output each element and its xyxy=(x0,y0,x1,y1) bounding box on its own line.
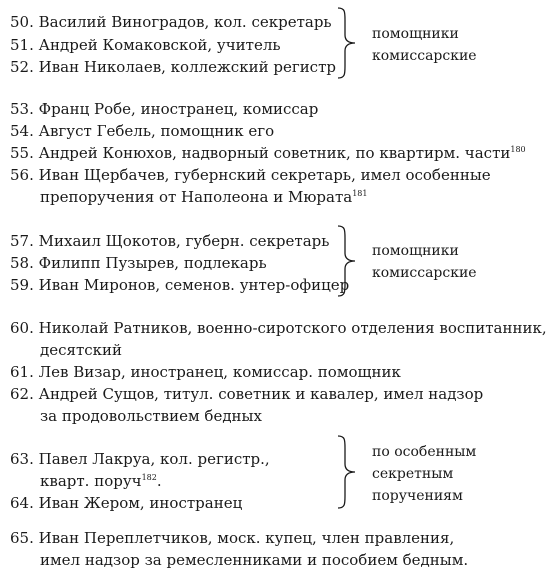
group-note-1-line-2: комиссарские xyxy=(372,48,477,64)
entry-65: 65. Иван Переплетчиков, моск. купец, член правления, xyxy=(10,529,455,547)
footnote-182: 182 xyxy=(141,473,157,482)
entry-57: 57. Михаил Щокотов, губерн. секретарь xyxy=(10,232,330,250)
entry-54: 54. Август Гебель, помощник его xyxy=(10,122,275,140)
entry-50: 50. Василий Виноградов, кол. секретарь xyxy=(10,13,332,31)
entry-61: 61. Лев Визар, иностранец, комиссар. помощник xyxy=(10,363,401,381)
group-note-2-line-2: комиссарские xyxy=(372,265,477,281)
entry-62-continued: за продовольствием бедных xyxy=(40,407,262,425)
entry-62: 62. Андрей Сущов, титул. советник и кавалер, имел надзор xyxy=(10,385,484,403)
footnote-180: 180 xyxy=(510,145,526,154)
entry-63: 63. Павел Лакруа, кол. регистр., xyxy=(10,450,270,468)
group-note-3-line-1: по особенным xyxy=(372,444,477,460)
entry-65-continued: имел надзор за ремесленниками и пособием бедным. xyxy=(40,551,469,569)
entry-56-continued: препоручения от Наполеона и Мюрата$^{181}$ xyxy=(40,188,368,206)
entry-58: 58. Филипп Пузырев, подлекарь xyxy=(10,254,267,272)
group-note-3-line-3: поручениям xyxy=(372,488,463,504)
entry-56: 56. Иван Щербачев, губернский секретарь, имел особенные xyxy=(10,166,491,184)
entry-60: 60. Николай Ратников, военно-сиротского отделения воспитанник, xyxy=(10,319,547,337)
curly-brace-icon xyxy=(335,6,361,80)
entry-53: 53. Франц Робе, иностранец, комиссар xyxy=(10,100,319,118)
footnote-181: 181 xyxy=(352,189,368,198)
group-note-1-line-1: помощники xyxy=(372,26,459,42)
group-note-2-line-1: помощники xyxy=(372,243,459,259)
entry-59: 59. Иван Миронов, семенов. унтер-офицер xyxy=(10,276,350,294)
entry-55: 55. Андрей Конюхов, надворный советник, по квартирм. части$^{180}$ xyxy=(10,144,526,162)
group-note-3-line-2: секретным xyxy=(372,466,454,482)
curly-brace-icon xyxy=(335,224,361,298)
entry-51: 51. Андрей Комаковской, учитель xyxy=(10,36,281,54)
entry-63-continued: кварт. поруч$^{182}$. xyxy=(40,472,162,490)
entry-64: 64. Иван Жером, иностранец xyxy=(10,494,243,512)
entry-60-continued: десятский xyxy=(40,341,123,359)
entry-52: 52. Иван Николаев, коллежский регистр xyxy=(10,58,336,76)
curly-brace-icon xyxy=(335,434,361,510)
